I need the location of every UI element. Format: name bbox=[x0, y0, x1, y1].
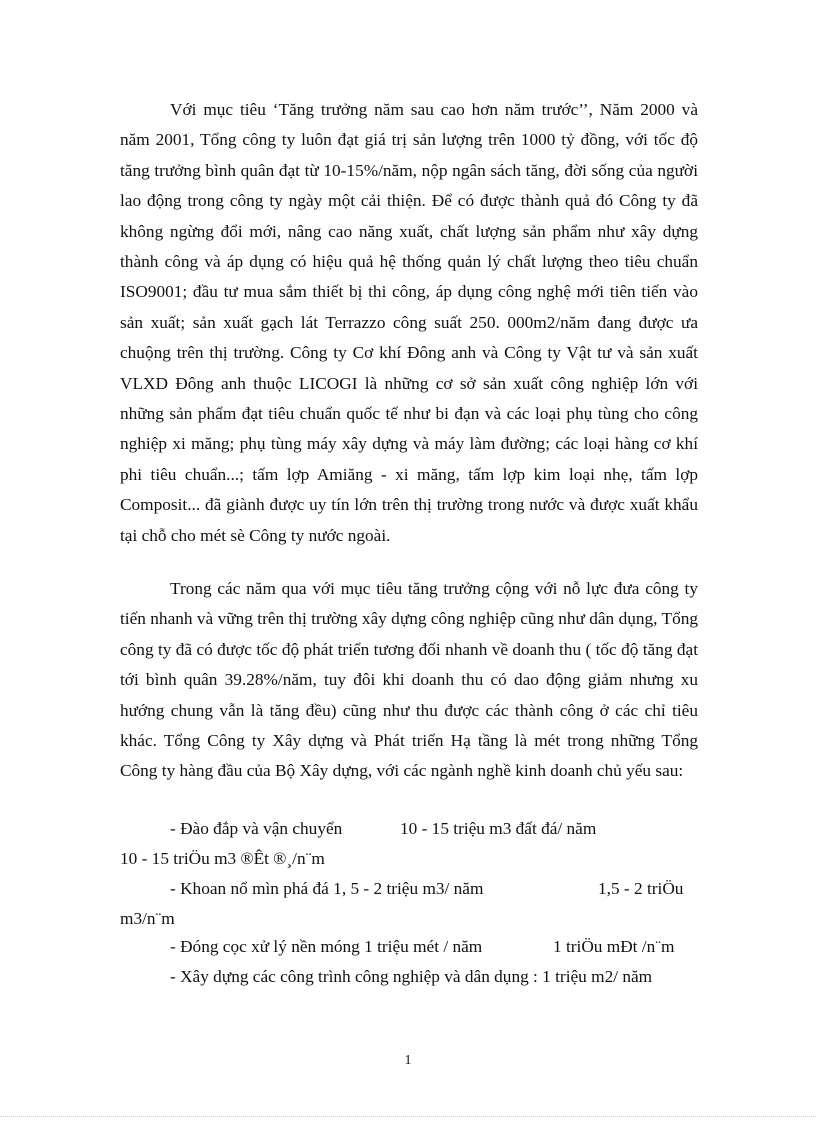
list-item-2-label: - Khoan nổ mìn phá đá 1, 5 - 2 triệu m3/ năm bbox=[170, 879, 484, 898]
list-item-3-label: - Đóng cọc xử lý nền móng 1 triệu mét / năm bbox=[170, 937, 483, 956]
paragraph-2: Trong các năm qua với mục tiêu tăng trưởng cộng với nỗ lực đưa công ty tiến nhanh và vững trên thị trường xây dựng công nghiệp cũng như dân dụng, Tổng công ty đã có được tốc độ phát triển tương đối nhanh về doanh thu ( tốc độ tăng đạt tới bình quân 39.28%/năm, tuy đôi khi doanh thu có dao động giảm nhưng xu hướng chung vẫn là tăng đều) cũng như thu được các thành công ở các chỉ tiêu khác. Tổng Công ty Xây dựng và Phát triển Hạ tầng là mét trong những Tổng Công ty hàng đầu của Bộ Xây dựng, với các ngành nghề kinh doanh chủ yếu sau: bbox=[120, 579, 698, 781]
list-item-1-garbled: 10 - 15 triÖu m3 ®Êt ®¸/n¨m bbox=[120, 849, 325, 868]
paragraph-1: Với mục tiêu ‘Tăng trưởng năm sau cao hơn năm trước’’, Năm 2000 và năm 2001, Tổng công ty luôn đạt giá trị sản lượng trên 1000 tỷ đồng, với tốc độ tăng trưởng bình quân đạt từ 10-15%/năm, nộp ngân sách tăng, đời sống của người lao động trong công ty ngày một cải thiện. Để có được thành quả đó Công ty đã không ngừng đổi mới, nâng cao năng xuất, chất lượng sản phẩm như xây dựng thành công và áp dụng có hiệu quả hệ thống quản lý chất lượng theo tiêu chuẩn ISO9001; đầu tư mua sắm thiết bị thi công, áp dụng công nghệ mới tiên tiến vào sản xuất; sản xuất gạch lát Terrazzo công suất 250. 000m2/năm đang được ưa chuộng trên thị trường. Công ty Cơ khí Đông anh và Công ty Vật tư và sản xuất VLXD Đông anh thuộc LICOGI là những cơ sở sản xuất công nghiệp lớn với những sản phẩm đạt tiêu chuẩn quốc tế như bi đạn và các loại phụ tùng cho công nghiệp xi măng; phụ tùng máy xây dựng và máy làm đường; các loại hàng cơ khí phi tiêu chuẩn...; tấm lợp Amiăng - xi măng, tấm lợp kim loại nhẹ, tấm lợp Composit... đã giành được uy tín lớn trên thị trường trong nước và được xuất khẩu tại chỗ cho mét sè Công ty nước ngoài. bbox=[120, 100, 698, 545]
page-number: 1 bbox=[404, 1053, 412, 1068]
list-item-1-label: - Đào đắp và vận chuyển bbox=[170, 819, 343, 838]
page-bottom-divider bbox=[0, 1116, 816, 1117]
list-item-4-label: - Xây dựng các công trình công nghiệp và dân dụng : 1 triệu m2/ năm bbox=[170, 967, 653, 986]
list-item-2-garbled-b: m3/n¨m bbox=[120, 909, 175, 928]
list-item-2-garbled-a: 1,5 - 2 triÖu bbox=[598, 879, 684, 898]
list-item-1-value: 10 - 15 triệu m3 đất đá/ năm bbox=[400, 819, 597, 838]
list-item-3-garbled: 1 triÖu mÐt /n¨m bbox=[553, 937, 675, 956]
